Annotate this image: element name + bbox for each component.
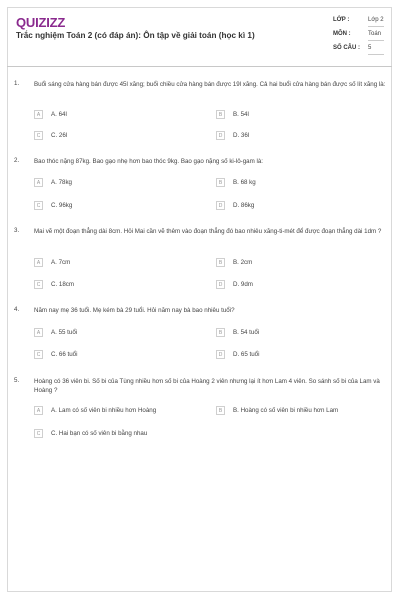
option-text: A. 7cm bbox=[51, 259, 71, 266]
question-number: 1. bbox=[14, 80, 20, 87]
option-letter-box: A bbox=[34, 328, 43, 337]
option-text: A. 55 tuổi bbox=[51, 329, 78, 336]
question-text: Hoàng có 36 viên bi. Số bi của Tùng nhiều hơn số bi của Hoàng 2 viên nhưng lại ít hơn Lam 4 viên. So sánh số bi của Lam và Hoàng ? bbox=[34, 378, 380, 394]
option-text: A. 78kg bbox=[51, 179, 72, 186]
question-number: 4. bbox=[14, 306, 20, 313]
option-letter-box: A bbox=[34, 406, 43, 415]
question-number: 5. bbox=[14, 377, 20, 384]
option-text: C. 66 tuổi bbox=[51, 351, 78, 358]
question-number: 2. bbox=[14, 157, 20, 164]
meta-question-count-label: SỐ CÂU : bbox=[333, 45, 360, 51]
quizizz-logo: QUIZIZZ bbox=[16, 15, 66, 30]
option-text: B. Hoàng có số viên bi nhiều hơn Lam bbox=[233, 407, 339, 414]
question-number: 3. bbox=[14, 227, 20, 234]
option-letter-box: C bbox=[34, 350, 43, 359]
option-text: A. Lam có số viên bi nhiều hơn Hoàng bbox=[51, 407, 157, 414]
option-letter-box: B bbox=[216, 258, 225, 267]
option-text: B. 54l bbox=[233, 111, 249, 118]
option-letter-box: B bbox=[216, 178, 225, 187]
option-letter-box: A bbox=[34, 258, 43, 267]
option-text: D. 36l bbox=[233, 132, 250, 139]
option-text: D. 9dm bbox=[233, 281, 253, 288]
worksheet-title: Trắc nghiệm Toán 2 (có đáp án): Ôn tập về giải toán (học kì 1) bbox=[16, 31, 255, 40]
meta-grade bbox=[333, 15, 385, 29]
option-text: C. 18cm bbox=[51, 281, 75, 288]
option-text: D. 65 tuổi bbox=[233, 351, 260, 358]
meta-subject bbox=[333, 29, 385, 43]
question-text: Năm nay mẹ 36 tuổi. Mẹ kém bà 29 tuổi. Hỏi năm nay bà bao nhiêu tuổi? bbox=[34, 307, 235, 314]
option-text: C. Hai bạn có số viên bi bằng nhau bbox=[51, 430, 148, 437]
worksheet-page bbox=[7, 7, 392, 592]
meta-underline bbox=[368, 54, 384, 55]
option-letter-box: A bbox=[34, 178, 43, 187]
meta-grade-label: LỚP : bbox=[333, 17, 350, 23]
meta-question-count-value: 5 bbox=[368, 45, 372, 51]
meta-subject-label: MÔN : bbox=[333, 31, 351, 37]
option-text: A. 64l bbox=[51, 111, 67, 118]
header-divider bbox=[7, 66, 392, 67]
question-text: Mai vẽ một đoạn thẳng dài 8cm. Hỏi Mai cần vẽ thêm vào đoạn thẳng đó bao nhiêu xăng-ti-mét để được đoạn thẳng dài 1dm ? bbox=[34, 228, 382, 235]
option-text: B. 2cm bbox=[233, 259, 253, 266]
option-letter-box: B bbox=[216, 406, 225, 415]
meta-grade-value: Lớp 2 bbox=[368, 17, 384, 23]
option-letter-box: D bbox=[216, 131, 225, 140]
option-letter-box: B bbox=[216, 110, 225, 119]
option-text: B. 54 tuổi bbox=[233, 329, 260, 336]
option-letter-box: D bbox=[216, 201, 225, 210]
option-letter-box: D bbox=[216, 350, 225, 359]
option-letter-box: D bbox=[216, 280, 225, 289]
worksheet-meta bbox=[333, 15, 385, 57]
meta-question-count bbox=[333, 43, 385, 57]
option-letter-box: C bbox=[34, 131, 43, 140]
option-text: C. 96kg bbox=[51, 202, 73, 209]
meta-underline bbox=[368, 26, 384, 27]
question-text: Buổi sáng cửa hàng bán được 45l xăng; buổi chiều cửa hàng bán được 19l xăng. Cả hai buổi cửa hàng bán được số lít xăng là: bbox=[34, 81, 386, 88]
option-letter-box: C bbox=[34, 429, 43, 438]
option-text: D. 86kg bbox=[233, 202, 255, 209]
meta-subject-value: Toán bbox=[368, 31, 382, 37]
option-text: B. 68 kg bbox=[233, 179, 256, 186]
option-letter-box: C bbox=[34, 201, 43, 210]
meta-underline bbox=[368, 40, 384, 41]
option-text: C. 26l bbox=[51, 132, 68, 139]
option-letter-box: A bbox=[34, 110, 43, 119]
option-letter-box: B bbox=[216, 328, 225, 337]
option-letter-box: C bbox=[34, 280, 43, 289]
question-text: Bao thóc nặng 87kg. Bao gạo nhẹ hơn bao thóc 9kg. Bao gạo nặng số ki-lô-gam là: bbox=[34, 158, 264, 165]
